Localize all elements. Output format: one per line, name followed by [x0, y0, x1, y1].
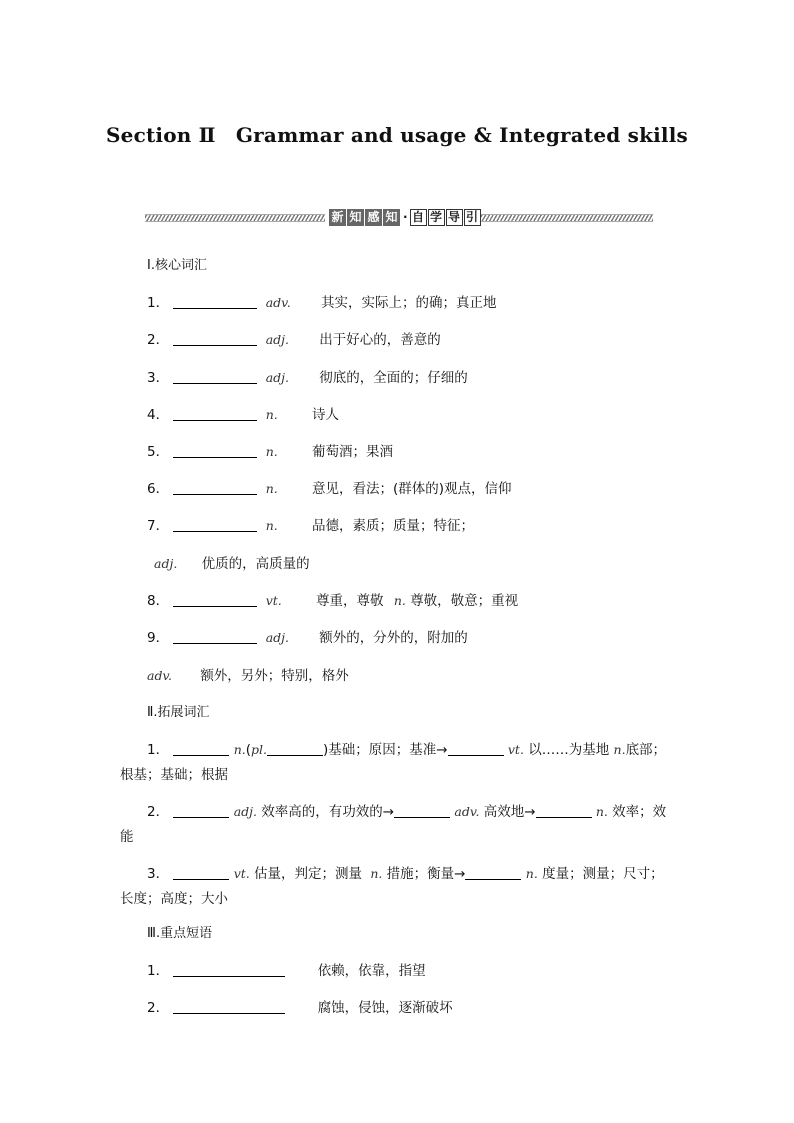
item-number: 8． — [147, 593, 170, 609]
item-number: 2． — [147, 1000, 170, 1016]
part-of-speech: adj. — [154, 556, 178, 571]
vocab-item — [147, 291, 497, 311]
part-of-speech: adj. — [265, 332, 289, 347]
vocab-item — [147, 477, 512, 497]
banner-char: 知 — [347, 209, 364, 226]
item-number: 5． — [147, 444, 170, 460]
banner-char: 新 — [329, 209, 346, 226]
banner-char: 导 — [446, 209, 463, 226]
item-number: 1． — [147, 295, 170, 311]
meaning: 底部； — [625, 742, 667, 758]
paren: ( — [245, 742, 251, 758]
item-number: 9． — [147, 630, 170, 646]
banner-char: 引 — [464, 209, 481, 226]
meaning: 以……为基地 — [528, 742, 610, 758]
answer-blank[interactable] — [173, 331, 257, 346]
answer-blank[interactable] — [173, 741, 229, 756]
answer-blank[interactable] — [173, 962, 285, 977]
part-of-speech: n. — [265, 407, 278, 422]
item-number: 4． — [147, 407, 170, 423]
vocab-item — [147, 514, 474, 534]
answer-blank[interactable] — [173, 865, 229, 880]
meaning: 高效地→ — [483, 804, 536, 820]
meaning: 出于好心的，善意的 — [319, 332, 441, 348]
paren: ) — [322, 742, 329, 758]
part-of-speech: vt. — [507, 742, 524, 757]
part-of-speech: pl. — [251, 742, 267, 757]
meaning: 优质的，高质量的 — [201, 556, 310, 572]
meaning: 葡萄酒；果酒 — [312, 444, 394, 460]
vocab-item — [147, 328, 441, 348]
banner-char: 学 — [428, 209, 445, 226]
extended-item — [147, 862, 664, 882]
extended-item — [147, 800, 666, 820]
meaning: 度量；测量；尺寸； — [542, 866, 664, 882]
extended-item-continuation: 根基；基础；根据 — [120, 767, 228, 783]
meaning: 诗人 — [312, 407, 340, 423]
banner-char: 自 — [410, 209, 427, 226]
phrase-item — [147, 959, 426, 979]
meaning: 彻底的，全面的；仔细的 — [319, 370, 468, 386]
meaning: 品德，素质；质量；特征； — [312, 518, 475, 534]
vocab-item — [147, 589, 518, 609]
answer-blank[interactable] — [173, 629, 257, 644]
extended-item-continuation: 长度；高度；大小 — [120, 891, 228, 907]
answer-blank[interactable] — [173, 369, 257, 384]
item-number: 2． — [147, 804, 170, 820]
part-of-speech: adv. — [454, 804, 480, 819]
item-number: 3． — [147, 866, 170, 882]
vocab-item — [147, 440, 393, 460]
part-of-speech: n. — [393, 593, 406, 608]
section-heading-extended-vocab: Ⅱ.拓展词汇 — [147, 705, 210, 720]
answer-blank[interactable] — [173, 592, 257, 607]
phrase-item — [147, 996, 453, 1016]
answer-blank[interactable] — [173, 803, 229, 818]
meaning: 额外的，分外的，附加的 — [319, 630, 468, 646]
part-of-speech: n. — [265, 481, 278, 496]
vocab-item-continuation — [147, 664, 349, 684]
part-of-speech: n. — [595, 804, 608, 819]
part-of-speech: n. — [525, 866, 538, 881]
part-of-speech: adj. — [233, 804, 257, 819]
meaning: 措施；衡量→ — [386, 866, 466, 882]
item-number: 2． — [147, 332, 170, 348]
vocab-item — [147, 366, 468, 386]
meaning: 其实，实际上；的确；真正地 — [321, 295, 497, 311]
meaning: 腐蚀，侵蚀，逐渐破坏 — [317, 1000, 453, 1016]
part-of-speech: n. — [370, 866, 383, 881]
banner-char: 感 — [365, 209, 382, 226]
answer-blank[interactable] — [173, 999, 285, 1014]
item-number: 1． — [147, 963, 170, 979]
section-heading-key-phrases: Ⅲ.重点短语 — [147, 926, 213, 941]
part-of-speech: n. — [613, 742, 626, 757]
part-of-speech: vt. — [265, 593, 282, 608]
answer-blank[interactable] — [448, 741, 504, 756]
meaning: 基础；原因；基准→ — [328, 742, 448, 758]
meaning: 意见，看法；(群体的)观点，信仰 — [312, 481, 512, 497]
answer-blank[interactable] — [394, 803, 450, 818]
part-of-speech: n. — [265, 518, 278, 533]
part-of-speech: adj. — [265, 370, 289, 385]
section-banner — [145, 208, 653, 226]
page-title: Section Ⅱ Grammar and usage & Integrated skills — [106, 123, 688, 147]
part-of-speech: adj. — [265, 630, 289, 645]
meaning: 尊敬，敬意；重视 — [410, 593, 519, 609]
banner-badges — [329, 208, 482, 226]
part-of-speech: n. — [265, 444, 278, 459]
meaning: 依赖，依靠，指望 — [317, 963, 426, 979]
part-of-speech: vt. — [233, 866, 250, 881]
meaning: 效率高的，有功效的→ — [261, 804, 395, 820]
answer-blank[interactable] — [536, 803, 592, 818]
meaning: 估量，判定；测量 — [254, 866, 363, 882]
answer-blank[interactable] — [465, 865, 521, 880]
meaning: 效率；效 — [612, 804, 667, 820]
part-of-speech: adv. — [147, 668, 173, 683]
banner-char: 知 — [383, 209, 400, 226]
answer-blank[interactable] — [267, 741, 323, 756]
extended-item — [147, 738, 666, 758]
part-of-speech: n. — [233, 742, 246, 757]
vocab-item — [147, 626, 468, 646]
meaning: 额外，另外；特别，格外 — [200, 668, 349, 684]
banner-dot: · — [403, 210, 408, 224]
banner-hatch-left — [145, 214, 325, 222]
answer-blank[interactable] — [173, 294, 257, 309]
vocab-item — [147, 403, 339, 423]
vocab-item-continuation — [154, 552, 310, 572]
item-number: 7． — [147, 518, 170, 534]
answer-blank[interactable] — [173, 443, 257, 458]
meaning: 尊重，尊敬 — [316, 593, 384, 609]
section-heading-core-vocab: Ⅰ.核心词汇 — [147, 258, 207, 273]
banner-hatch-right — [481, 214, 653, 222]
item-number: 3． — [147, 370, 170, 386]
item-number: 6． — [147, 481, 170, 497]
answer-blank[interactable] — [173, 406, 257, 421]
extended-item-continuation: 能 — [120, 829, 134, 845]
part-of-speech: adv. — [265, 295, 291, 310]
item-number: 1． — [147, 742, 170, 758]
answer-blank[interactable] — [173, 517, 257, 532]
answer-blank[interactable] — [173, 480, 257, 495]
